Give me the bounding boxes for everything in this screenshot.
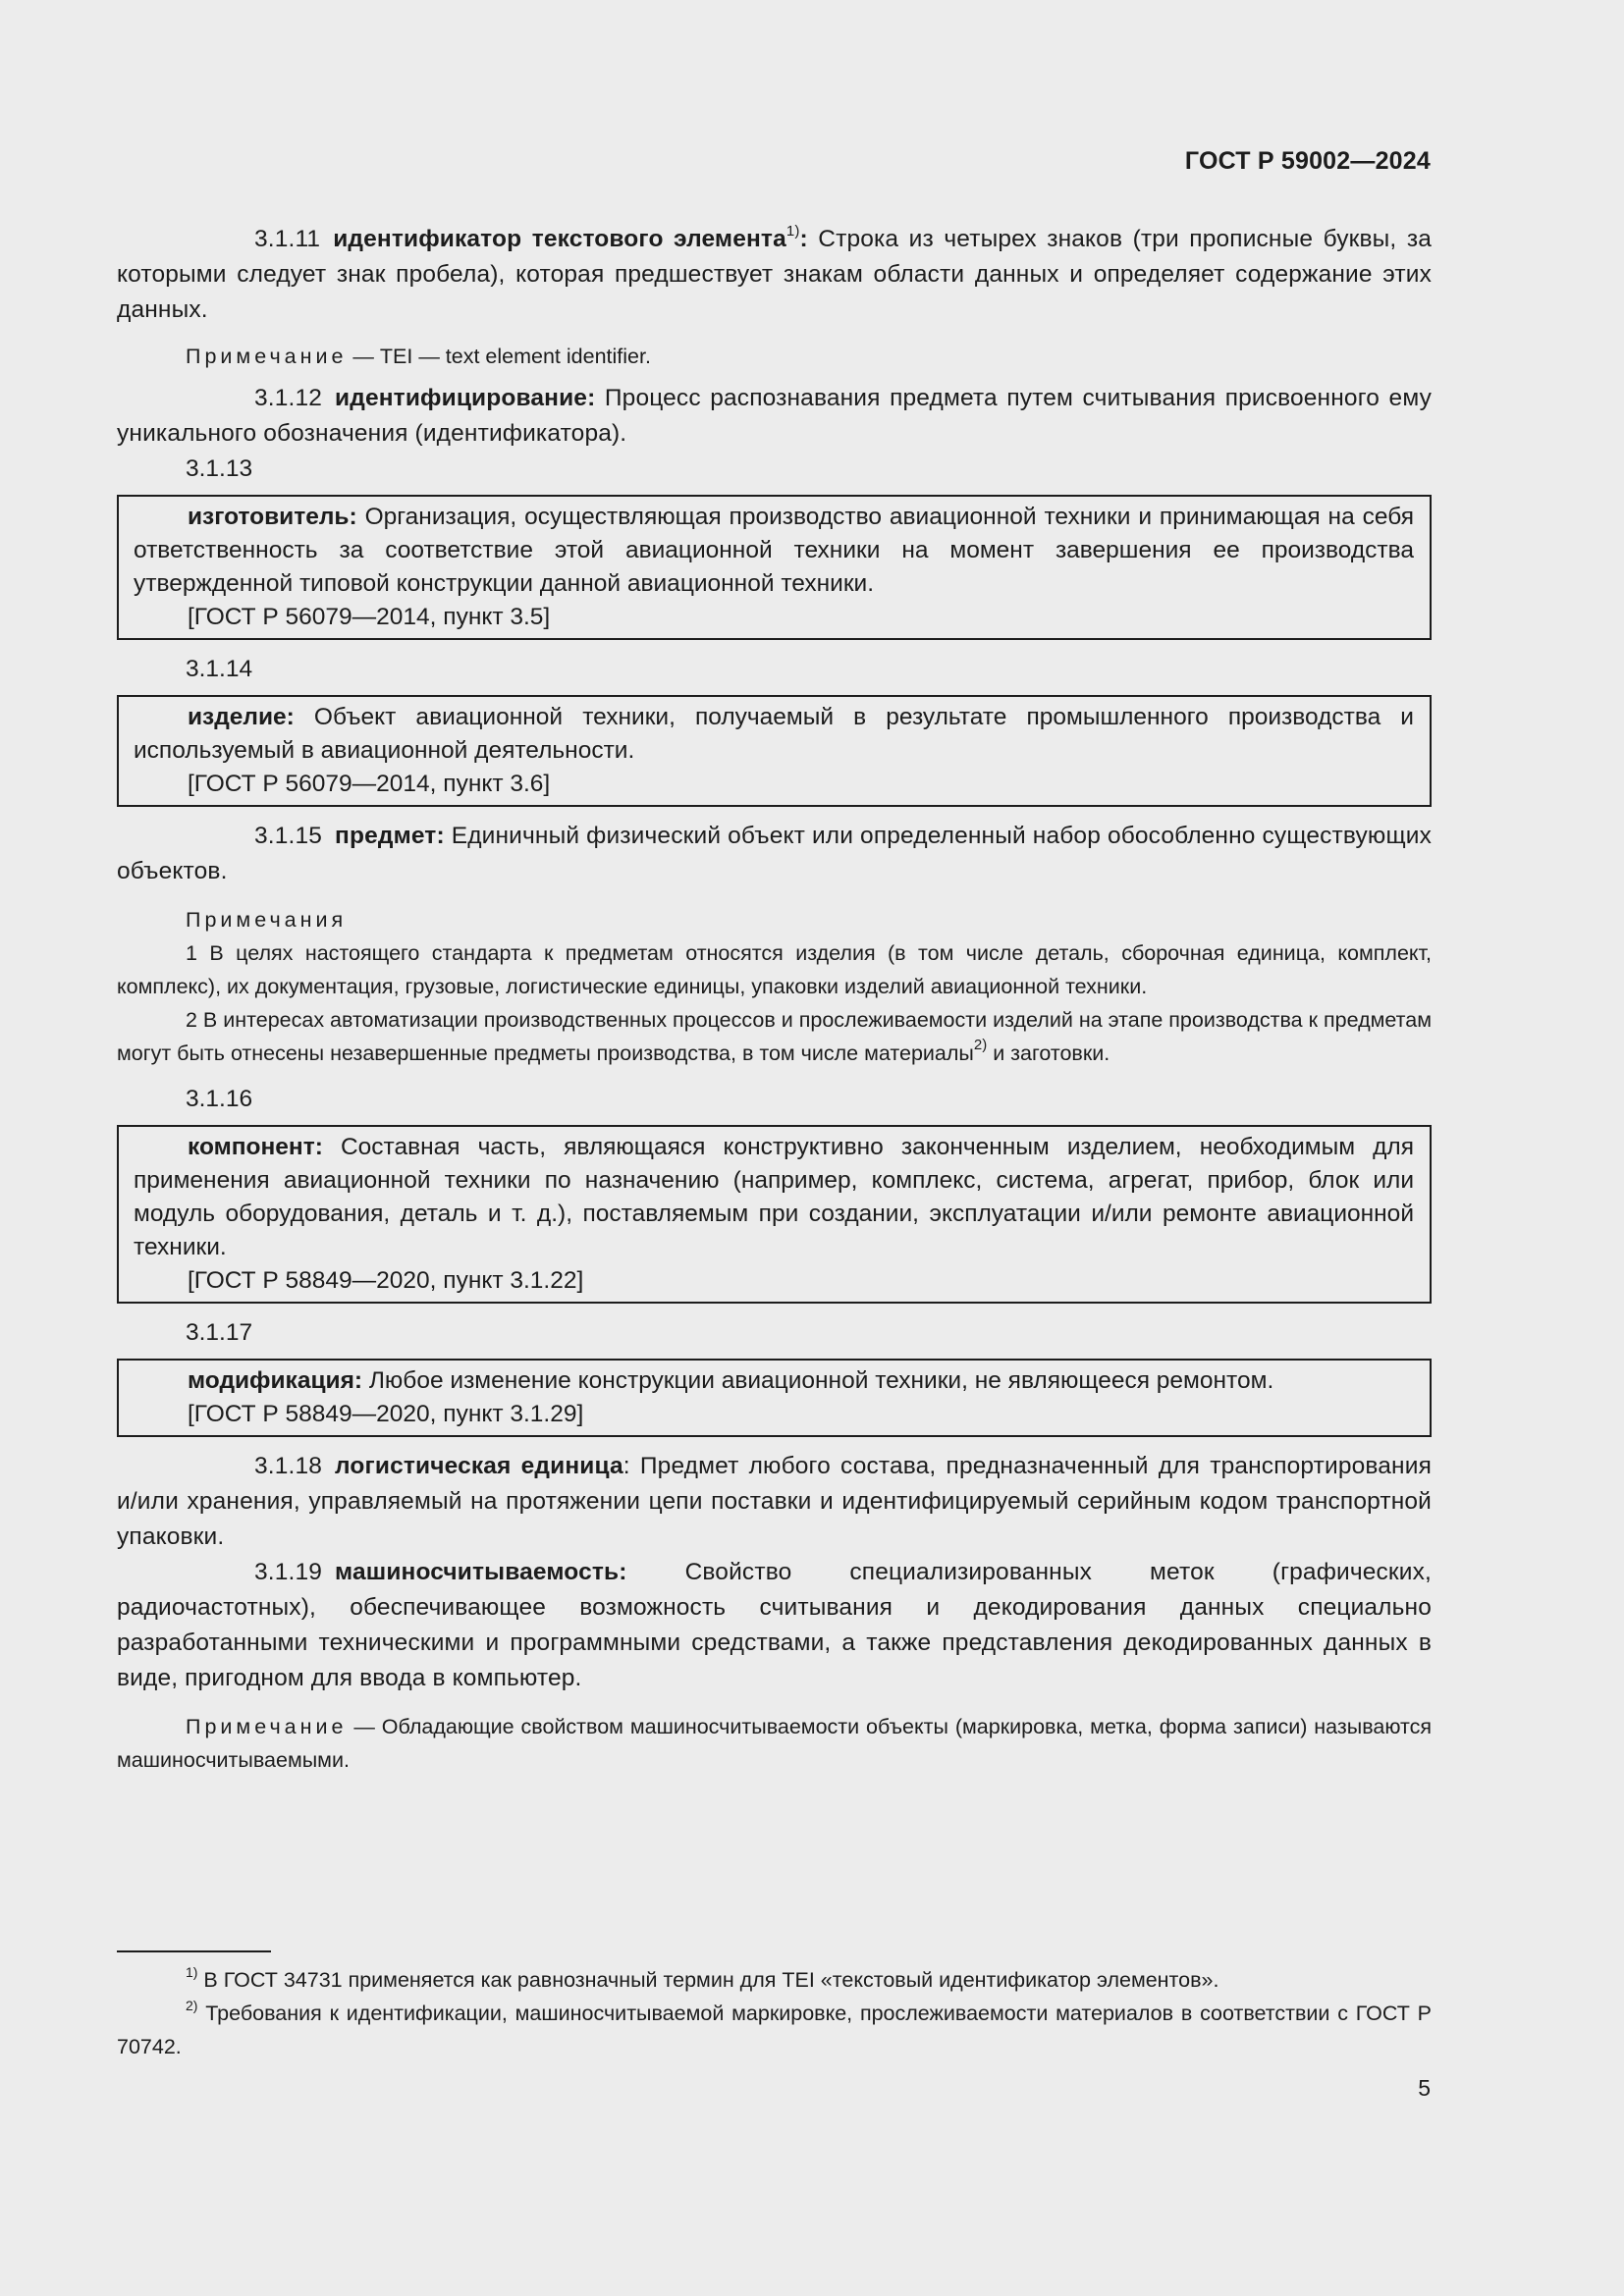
term-definition: Составная часть, являющаяся конструктивно законченным изделием, необходимым для применения авиационной техники по назначению (например, комплекс, система, агрегат, прибор, блок или модуль оборудования, деталь и т. д.), поставляемым при создании, эксплуатации и/или ремонте авиационной техники. bbox=[134, 1134, 1414, 1260]
footnote-ref: 1) bbox=[785, 223, 800, 240]
document-body bbox=[117, 222, 1432, 1785]
term-source: [ГОСТ Р 56079—2014, пункт 3.5] bbox=[188, 604, 551, 630]
term-number: 3.1.18 bbox=[254, 1453, 323, 1479]
footnote-separator bbox=[117, 1950, 271, 1952]
notes-title: Примечания bbox=[186, 908, 348, 932]
term-name: логистическая единица bbox=[335, 1453, 623, 1479]
term-definition: Свойство специализированных меток (графических, радиочастотных), обеспечивающее возможность считывания и декодирования данных специально разработанными техническими и программными средствами, а также представления декодированных данных в виде, пригодном для ввода в компьютер. bbox=[117, 1559, 1432, 1691]
footnote-2 bbox=[117, 1997, 1432, 2063]
term-definition: : Предмет любого состава, предназначенный для транспортирования и/или хранения, управляемый на протяжении цепи поставки и идентифицируемый серийным кодом транспортной упаковки. bbox=[117, 1453, 1432, 1550]
note-text-end: и заготовки. bbox=[987, 1041, 1110, 1065]
term-entry-3-1-12 bbox=[117, 381, 1432, 452]
note-text: — TEI — text element identifier. bbox=[347, 345, 651, 368]
term-name: машиносчитываемость: bbox=[335, 1559, 627, 1585]
term-note bbox=[117, 340, 1432, 373]
term-number: 3.1.19 bbox=[254, 1559, 323, 1585]
term-definition-block bbox=[134, 1131, 1414, 1264]
term-number: 3.1.12 bbox=[254, 385, 323, 411]
term-entry-3-1-18 bbox=[117, 1449, 1432, 1555]
term-entry-3-1-11 bbox=[117, 222, 1432, 328]
note-text: — Обладающие свойством машиносчитываемости объекты (маркировка, метка, форма записи) называются машиносчитываемыми. bbox=[117, 1715, 1432, 1772]
term-number-3-1-16: 3.1.16 bbox=[186, 1086, 253, 1112]
term-number-3-1-14: 3.1.14 bbox=[186, 656, 253, 682]
term-definition: Единичный физический объект или определенный набор обособленно существующих объектов. bbox=[117, 823, 1432, 884]
term-note bbox=[117, 1710, 1432, 1777]
note-text: 2 В интересах автоматизации производственных процессов и прослеживаемости изделий на этапе производства к предметам могут быть отнесены незавершенные предметы производства, в том числе материалы bbox=[117, 1008, 1432, 1065]
term-entry-3-1-15 bbox=[117, 819, 1432, 889]
term-number-3-1-13: 3.1.13 bbox=[186, 455, 253, 482]
term-definition: Любое изменение конструкции авиационной техники, не являющееся ремонтом. bbox=[362, 1367, 1274, 1394]
term-name: компонент: bbox=[188, 1134, 323, 1160]
page-number: 5 bbox=[1418, 2075, 1431, 2101]
term-definition-block bbox=[134, 501, 1414, 601]
term-box-3-1-13 bbox=[117, 495, 1432, 640]
note-label: Примечание bbox=[186, 345, 348, 368]
footnote-1 bbox=[117, 1963, 1432, 1997]
term-name: идентифицирование: bbox=[335, 385, 596, 411]
term-definition-block bbox=[134, 701, 1414, 768]
term-name: изготовитель: bbox=[188, 504, 357, 530]
note-item-1: 1 В целях настоящего стандарта к предметам относятся изделия (в том числе деталь, сборочная единица, комплект, комплекс), их документация, грузовые, логистические единицы, упаковки изделий авиационной техники. bbox=[117, 941, 1432, 998]
term-definition: Организация, осуществляющая производство авиационной техники и принимающая на себя ответственность за соответствие этой авиационной техники на момент завершения ее производства утвержденной типовой конструкции данной авиационной техники. bbox=[134, 504, 1414, 597]
term-definition-block bbox=[134, 1364, 1414, 1398]
term-entry-3-1-19 bbox=[117, 1555, 1432, 1696]
term-number: 3.1.11 bbox=[254, 226, 321, 252]
footnote-text: Требования к идентификации, машиносчитываемой маркировке, прослеживаемости материалов в соответствии с ГОСТ Р 70742. bbox=[117, 2002, 1432, 2058]
footnote-text: В ГОСТ 34731 применяется как равнозначный термин для TEI «текстовый идентификатор элементов». bbox=[197, 1968, 1219, 1992]
term-source: [ГОСТ Р 58849—2020, пункт 3.1.22] bbox=[188, 1267, 584, 1294]
term-name: изделие: bbox=[188, 704, 295, 730]
term-box-3-1-16 bbox=[117, 1125, 1432, 1304]
note-item-2 bbox=[117, 1003, 1432, 1070]
term-definition: Строка из четырех знаков (три прописные буквы, за которыми следует знак пробела), которая предшествует знакам области данных и определяет содержание этих данных. bbox=[117, 226, 1432, 323]
footnote-mark: 1) bbox=[186, 1964, 198, 1980]
footnote-ref: 2) bbox=[973, 1037, 988, 1053]
term-box-3-1-14 bbox=[117, 695, 1432, 807]
footnote-mark: 2) bbox=[186, 1998, 198, 2013]
term-definition: Объект авиационной техники, получаемый в результате промышленного производства и используемый в авиационной деятельности. bbox=[134, 704, 1414, 764]
term-name: предмет: bbox=[335, 823, 445, 849]
term-colon: : bbox=[799, 226, 808, 252]
term-name: идентификатор текстового элемента bbox=[333, 226, 786, 252]
term-definition: Процесс распознавания предмета путем считывания присвоенного ему уникального обозначения (идентификатора). bbox=[117, 385, 1432, 447]
document-header-code: ГОСТ Р 59002—2024 bbox=[1184, 147, 1431, 175]
term-box-3-1-17 bbox=[117, 1359, 1432, 1437]
term-number-3-1-17: 3.1.17 bbox=[186, 1319, 253, 1346]
footnotes bbox=[117, 1963, 1432, 2063]
term-source: [ГОСТ Р 58849—2020, пункт 3.1.29] bbox=[188, 1401, 584, 1427]
term-number: 3.1.15 bbox=[254, 823, 323, 849]
term-name: модификация: bbox=[188, 1367, 363, 1394]
term-source: [ГОСТ Р 56079—2014, пункт 3.6] bbox=[188, 771, 551, 797]
note-label: Примечание bbox=[186, 1715, 348, 1738]
